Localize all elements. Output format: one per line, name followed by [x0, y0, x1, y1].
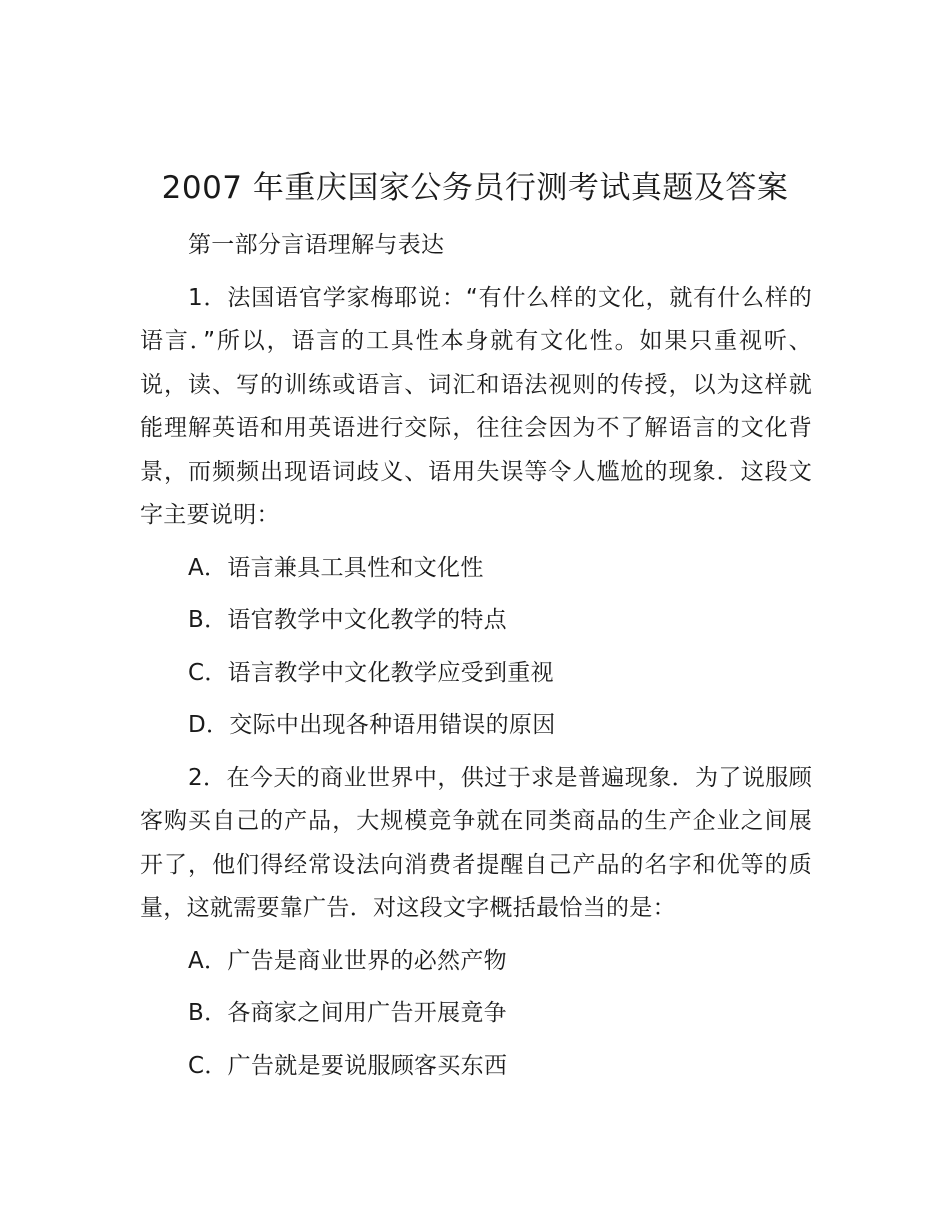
document-body — [140, 224, 812, 1097]
answer-option-a: A．语言兼具工具性和文化性 — [188, 554, 484, 581]
document-title: 2007 年重庆国家公务员行测考试真题及答案 — [161, 170, 789, 206]
question-stem: 1．法国语官学家梅耶说：“有什么样的文化，就有什么样的语言．”所以，语言的工具性本身就有文化性。如果只重视听、说，读、写的训练或语言、词汇和语法视则的传授，以为这样就能理解英语和用英语进行交际，往往会因为不了解语言的文化背景，而频频出现语词歧义、语用失误等令人尴尬的现象．这段文字主要说明： — [140, 284, 812, 528]
question-stem: 2．在今天的商业世界中，供过于求是普遍现象．为了说服顾客购买自己的产品，大规模竞争就在同类商品的生产企业之间展开了，他们得经常设法向消费者提醒自己产品的名字和优等的质量，这就需要靠广告．对这段文字概括最恰当的是： — [140, 764, 812, 921]
answer-option-c: C．语言教学中文化教学应受到重视 — [188, 659, 554, 686]
answer-option-b: B．语官教学中文化教学的特点 — [188, 607, 507, 633]
answer-option-b: B．各商家之间用广告开展竟争 — [188, 1000, 507, 1026]
question-1 — [140, 277, 812, 748]
section-heading: 第一部分言语理解与表达 — [188, 232, 445, 258]
question-2 — [140, 757, 812, 1089]
answer-option-c: C．广告就是要说服顾客买东西 — [188, 1052, 508, 1079]
answer-option-a: A．广告是商业世界的必然产物 — [188, 947, 507, 974]
answer-option-d: D．交际中出现各种语用错误的原因 — [188, 712, 556, 738]
